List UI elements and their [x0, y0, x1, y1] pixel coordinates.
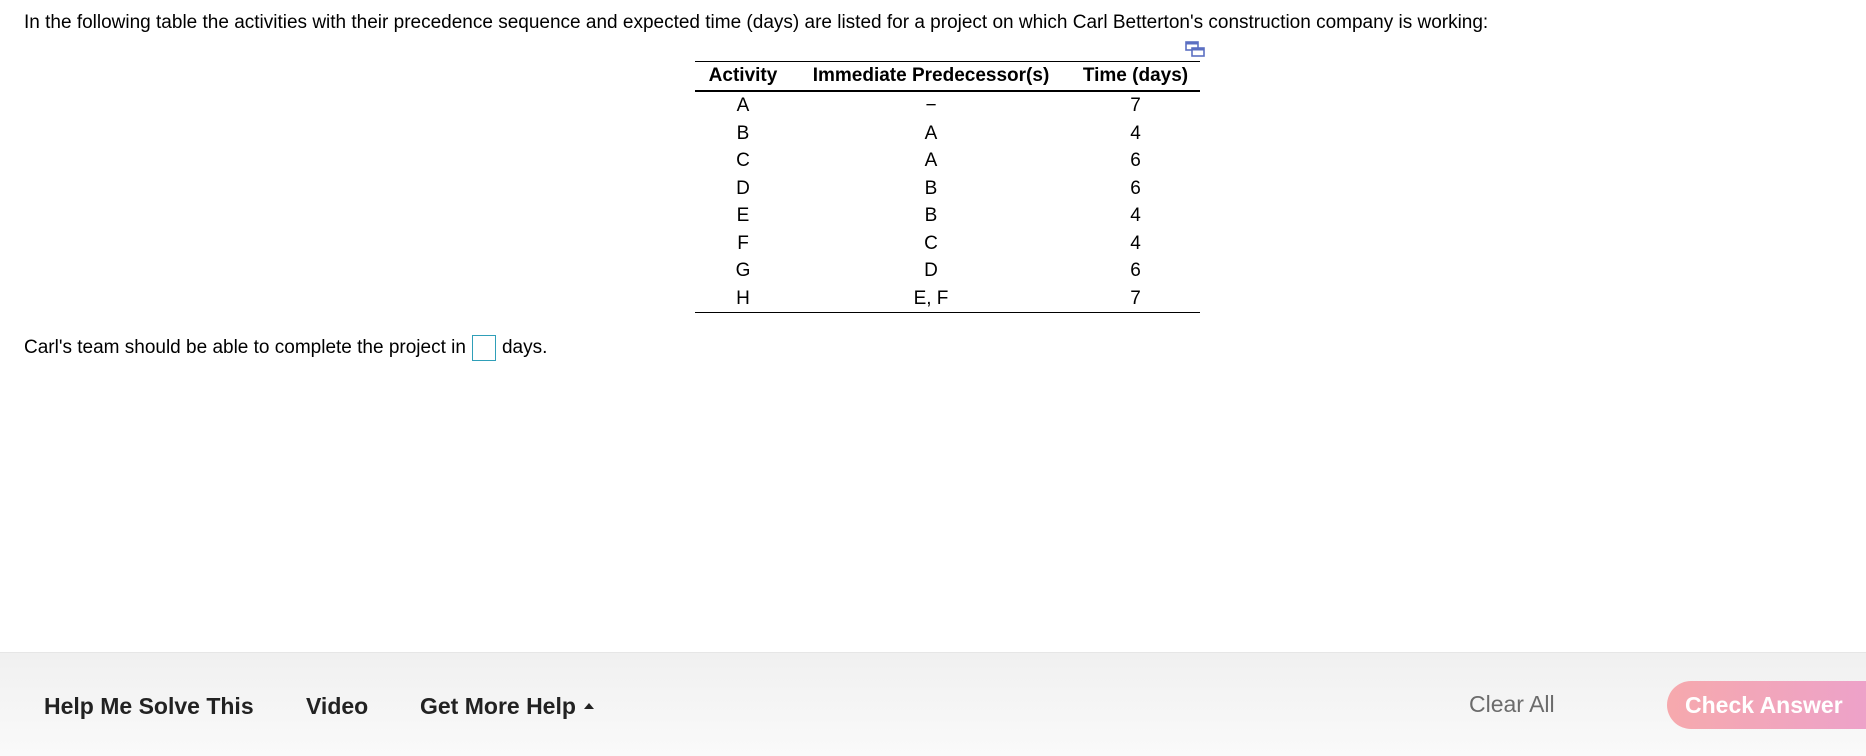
check-answer-button[interactable]: Check Answer: [1667, 681, 1866, 729]
help-me-solve-button[interactable]: Help Me Solve This: [44, 693, 254, 719]
cell-time: 4: [1130, 122, 1141, 144]
answer-input[interactable]: [472, 335, 496, 361]
answer-sentence: [24, 335, 547, 361]
table-row: [695, 230, 1200, 258]
table-row: [695, 257, 1200, 285]
footer-bar: [0, 652, 1866, 756]
cell-activity: G: [735, 260, 751, 282]
header-activity: Activity: [695, 62, 791, 92]
cell-time: 7: [1130, 95, 1141, 117]
question-intro: In the following table the activities with their precedence sequence and expected time (days) are listed for a project on which Carl Betterton's construction company is working:: [24, 12, 1489, 33]
cell-activity: D: [736, 177, 750, 199]
cell-predecessor: C: [924, 232, 938, 254]
cell-predecessor: B: [924, 205, 938, 227]
cell-time: 7: [1071, 285, 1200, 313]
header-time: Time (days): [1071, 62, 1200, 92]
answer-suffix: days.: [501, 337, 548, 358]
cell-activity: F: [737, 232, 749, 254]
clear-all-button[interactable]: Clear All: [1469, 691, 1555, 717]
table-row: [695, 91, 1200, 120]
cell-activity: B: [736, 122, 750, 144]
cell-time: 6: [1130, 177, 1141, 199]
cell-predecessor: D: [924, 260, 938, 282]
cell-activity: E: [736, 205, 750, 227]
table-row: [695, 147, 1200, 175]
cell-activity: C: [736, 150, 750, 172]
table-row: [695, 202, 1200, 230]
table-row: [695, 175, 1200, 203]
cell-predecessor: A: [924, 122, 938, 144]
cell-predecessor: E, F: [791, 285, 1071, 313]
table-header-row: [695, 62, 1200, 92]
cell-predecessor: A: [924, 150, 938, 172]
header-predecessors: Immediate Predecessor(s): [791, 62, 1071, 92]
cell-time: 4: [1130, 205, 1141, 227]
cell-time: 4: [1130, 232, 1141, 254]
cell-activity: H: [695, 285, 791, 313]
get-more-help-label: Get More Help: [420, 693, 576, 719]
popout-window-icon[interactable]: [1184, 40, 1206, 58]
cell-predecessor: B: [924, 177, 938, 199]
activity-table: [695, 61, 1200, 313]
get-more-help-button[interactable]: [420, 693, 594, 720]
cell-time: 6: [1130, 150, 1141, 172]
cell-activity: A: [736, 95, 750, 117]
video-button[interactable]: Video: [306, 693, 369, 719]
cell-time: 6: [1130, 260, 1141, 282]
table-row: [695, 120, 1200, 148]
answer-prefix: Carl's team should be able to complete the project in: [24, 337, 466, 358]
caret-up-icon: [584, 703, 594, 709]
table-row: [695, 285, 1200, 313]
cell-predecessor: −: [925, 95, 937, 117]
